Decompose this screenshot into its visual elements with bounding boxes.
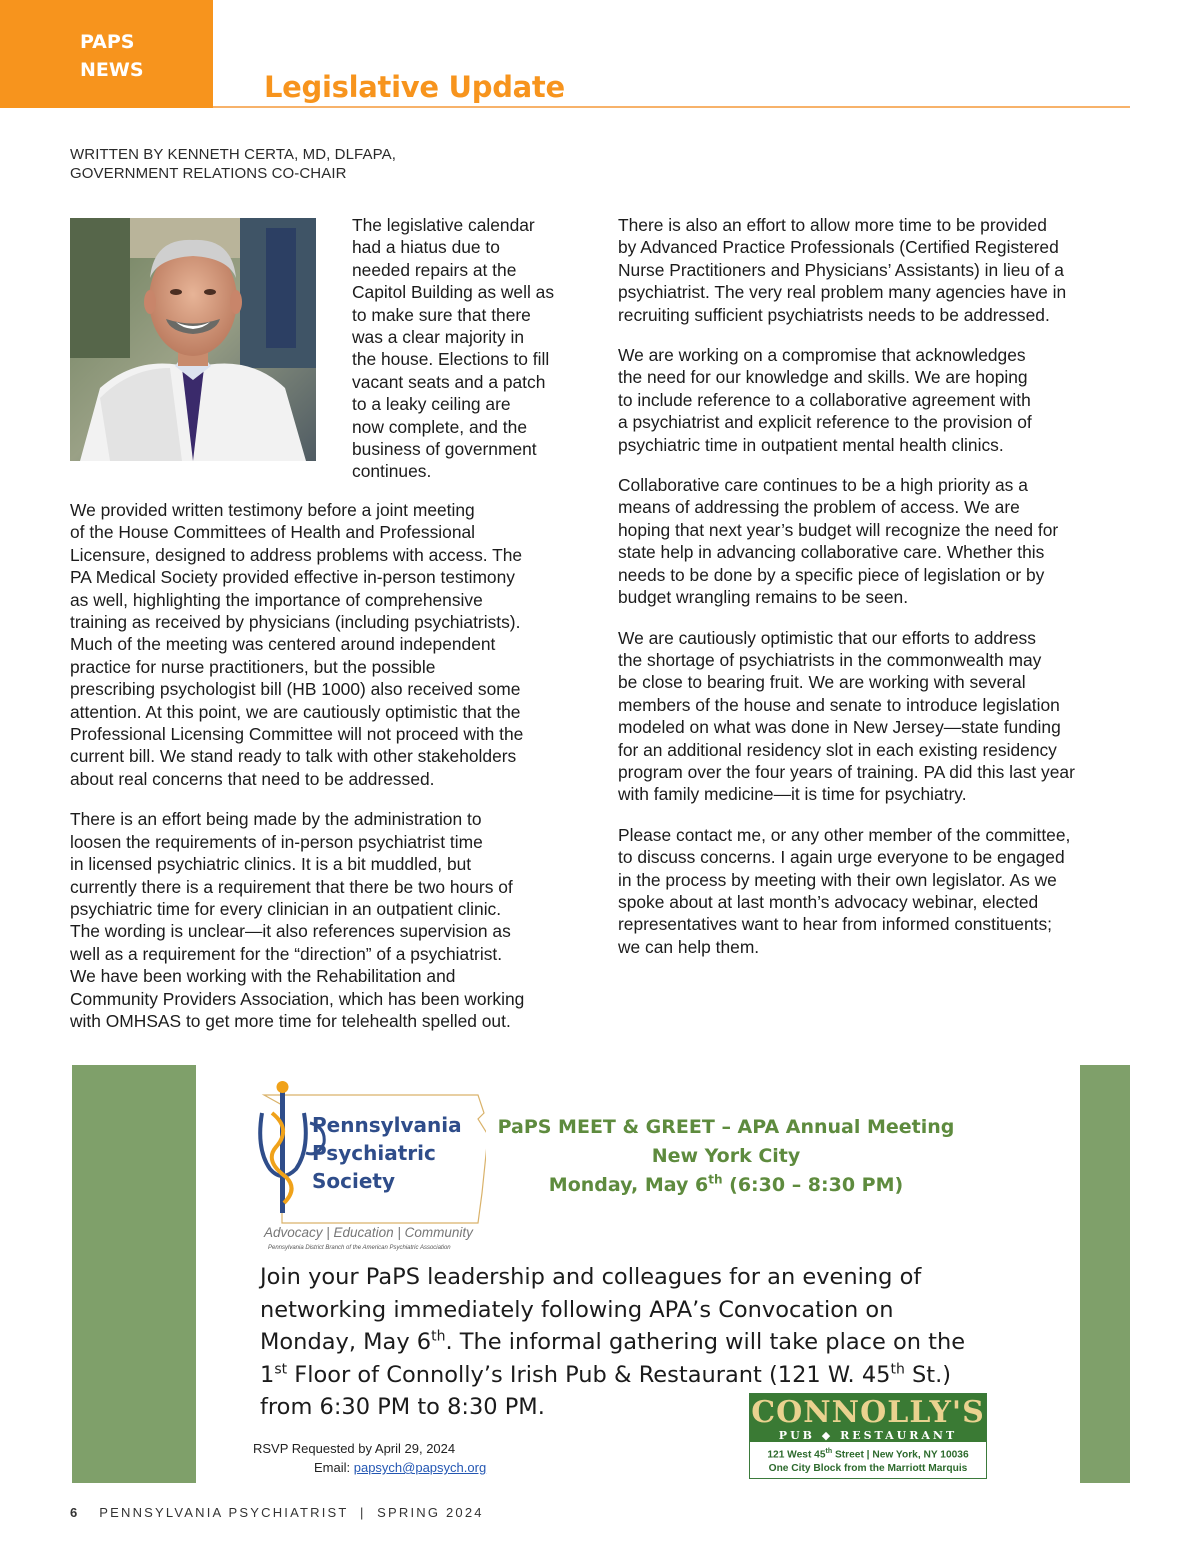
text-line: prescribing psychologist bill (HB 1000) also received some (70, 679, 521, 700)
text-line: by Advanced Practice Professionals (Certified Registered (618, 237, 1059, 258)
collaborative-care-paragraph (618, 474, 1138, 608)
section-tag-line2: NEWS (80, 59, 144, 81)
text-line: We are working on a compromise that acknowledges (618, 345, 1026, 366)
text-line: We are cautiously optimistic that our efforts to address (618, 627, 1036, 648)
text-line: now complete, and the (352, 416, 527, 437)
text-line: PA Medical Society provided effective in-person testimony (70, 567, 515, 588)
invite-line: networking immediately following APA’s Convocation on (260, 1296, 894, 1323)
publication-name: PENNSYLVANIA PSYCHIATRIST | SPRING 2024 (99, 1505, 484, 1520)
byline-role: GOVERNMENT RELATIONS CO-CHAIR (70, 165, 347, 182)
compromise-paragraph (618, 344, 1138, 456)
page-footer (70, 1505, 484, 1520)
email-label: Email: (314, 1460, 354, 1475)
text-line: we can help them. (618, 936, 760, 957)
invite-line: from 6:30 PM to 8:30 PM. (260, 1394, 545, 1420)
connollys-subtitle: PUB ◆ RESTAURANT (778, 1429, 958, 1442)
connollys-landmark: One City Block from the Marriott Marquis (768, 1463, 968, 1475)
event-date: Monday, May 6th (6:30 – 8:30 PM) (548, 1172, 904, 1196)
event-flyer (72, 1065, 1130, 1483)
text-line: Collaborative care continues to be a high priority as a (618, 475, 1028, 496)
text-line: practice for nurse practitioners, but the possible (70, 656, 436, 677)
society-name-line: Pennsylvania (312, 1113, 462, 1137)
text-line: means of addressing the problem of access. We are (618, 497, 1020, 518)
event-heading (496, 1113, 956, 1200)
text-line: to discuss concerns. I again urge everyone to be engaged (618, 847, 1065, 868)
text-line: The wording is unclear—it also references supervision as (70, 921, 511, 942)
text-line: the shortage of psychiatrists in the commonwealth may (618, 649, 1042, 670)
text-line: needed repairs at the (352, 259, 517, 280)
residency-paragraph (618, 627, 1138, 806)
text-line: current bill. We stand ready to talk with other stakeholders (70, 746, 517, 767)
text-line: program over the four years of training. PA did this last year (618, 761, 1075, 782)
text-line: was a clear majority in (352, 327, 525, 348)
text-line: to a leaky ceiling are (352, 394, 511, 415)
text-line: recruiting sufficient psychiatrists needs to be addressed. (618, 304, 1050, 325)
text-line: There is an effort being made by the administration to (70, 809, 482, 830)
connollys-logo (749, 1393, 987, 1479)
text-line: a psychiatrist and explicit reference to the provision of (618, 412, 1032, 433)
text-line: the house. Elections to fill (352, 349, 550, 370)
text-line: spoke about at last month’s advocacy webinar, elected (618, 891, 1039, 912)
text-line: well as a requirement for the “direction” of a psychiatrist. (70, 943, 503, 964)
text-line: state help in advancing collaborative care. Whether this (618, 542, 1045, 563)
article-right-column (618, 214, 1138, 976)
text-line: budget wrangling remains to be seen. (618, 587, 909, 608)
society-name (312, 1111, 462, 1195)
text-line: Please contact me, or any other member of the committee, (618, 824, 1071, 845)
text-line: members of the house and senate to introduce legislation (618, 694, 1060, 715)
text-line: the need for our knowledge and skills. We are hoping (618, 367, 1028, 388)
text-line: business of government (352, 439, 537, 460)
text-line: attention. At this point, we are cautiously optimistic that the (70, 701, 521, 722)
society-subtagline: Pennsylvania District Branch of the American Psychiatric Association (268, 1245, 451, 1251)
text-line: for an additional residency slot in each existing residency (618, 739, 1057, 760)
text-line: Professional Licensing Committee will not proceed with the (70, 724, 524, 745)
flyer-content (196, 1065, 1080, 1483)
text-line: in the process by meeting with their own legislator. As we (618, 869, 1057, 890)
invite-line: 1st Floor of Connolly’s Irish Pub & Restaurant (121 W. 45th St.) (260, 1361, 952, 1388)
text-line: We have been working with the Rehabilitation and (70, 966, 456, 987)
contact-paragraph (618, 824, 1138, 958)
text-line: currently there is a requirement that there be two hours of (70, 876, 513, 897)
administration-paragraph (70, 808, 590, 1032)
invite-line: Join your PaPS leadership and colleagues for an evening of (260, 1264, 922, 1290)
text-line: training as received by physicians (including psychiatrists). (70, 612, 521, 633)
byline-author: WRITTEN BY KENNETH CERTA, MD, DLFAPA, (70, 146, 396, 163)
page-number: 6 (70, 1505, 78, 1520)
society-name-line: Psychiatric (312, 1141, 436, 1165)
text-line: modeled on what was done in New Jersey—state funding (618, 717, 1061, 738)
text-line: to make sure that there (352, 304, 531, 325)
text-line: Much of the meeting was centered around independent (70, 634, 496, 655)
section-tag-line1: PAPS (80, 31, 135, 53)
text-line: loosen the requirements of in-person psychiatrist time (70, 831, 483, 852)
text-line: of the House Committees of Health and Professional (70, 522, 476, 543)
text-line: to include reference to a collaborative agreement with (618, 389, 1031, 410)
text-line: with family medicine—it is time for psychiatry. (618, 784, 967, 805)
text-line: hoping that next year’s budget will recognize the need for (618, 519, 1059, 540)
article-left-column (70, 499, 590, 1050)
text-line: representatives want to hear from informed constituents; (618, 914, 1053, 935)
text-line: Capitol Building as well as (352, 282, 555, 303)
text-line: psychiatrist. The very real problem many agencies have in (618, 282, 1067, 303)
byline (70, 145, 396, 183)
header-divider (213, 106, 1130, 108)
author-photo (70, 218, 316, 461)
text-line: The legislative calendar (352, 215, 535, 235)
text-line: Community Providers Association, which has been working (70, 988, 525, 1009)
text-line: vacant seats and a patch (352, 371, 546, 392)
text-line: in licensed psychiatric clinics. It is a bit muddled, but (70, 854, 472, 875)
event-title: PaPS MEET & GREET – APA Annual Meeting (497, 1116, 955, 1138)
text-line: There is also an effort to allow more time to be provided (618, 215, 1047, 235)
text-line: Nurse Practitioners and Physicians’ Assistants) in lieu of a (618, 259, 1064, 280)
event-city: New York City (651, 1145, 801, 1167)
connollys-name: CONNOLLY'S (751, 1395, 985, 1430)
society-tagline: Advocacy | Education | Community (264, 1225, 473, 1240)
connollys-address: 121 West 45th Street | New York, NY 10036 One City Block from the Marriott Marquis (750, 1445, 986, 1476)
text-line: psychiatric time for every clinician in an outpatient clinic. (70, 898, 502, 919)
rsvp-deadline: RSVP Requested by April 29, 2024 (253, 1441, 456, 1456)
text-line: had a hiatus due to (352, 237, 500, 258)
article-intro (352, 214, 592, 501)
text-line: continues. (352, 461, 432, 482)
text-line: with OMHSAS to get more time for telehealth spelled out. (70, 1010, 511, 1031)
app-paragraph (618, 214, 1138, 326)
text-line: be close to bearing fruit. We are working with several (618, 672, 1026, 693)
intro-paragraph (352, 214, 592, 483)
rsvp-block (253, 1439, 486, 1477)
section-tag (0, 0, 213, 108)
rsvp-email-link[interactable]: papsych@papsych.org (353, 1460, 487, 1475)
text-line: We provided written testimony before a joint meeting (70, 500, 475, 520)
invite-line: Monday, May 6th. The informal gathering will take place on the (260, 1328, 966, 1355)
text-line: as well, highlighting the importance of comprehensive (70, 589, 483, 610)
society-name-line: Society (312, 1169, 396, 1193)
page-title: Legislative Update (264, 70, 565, 104)
testimony-paragraph (70, 499, 590, 790)
text-line: about real concerns that need to be addressed. (70, 768, 435, 789)
text-line: psychiatric time in outpatient mental health clinics. (618, 434, 1004, 455)
text-line: Licensure, designed to address problems with access. The (70, 544, 523, 565)
text-line: needs to be done by a specific piece of legislation or by (618, 564, 1045, 585)
